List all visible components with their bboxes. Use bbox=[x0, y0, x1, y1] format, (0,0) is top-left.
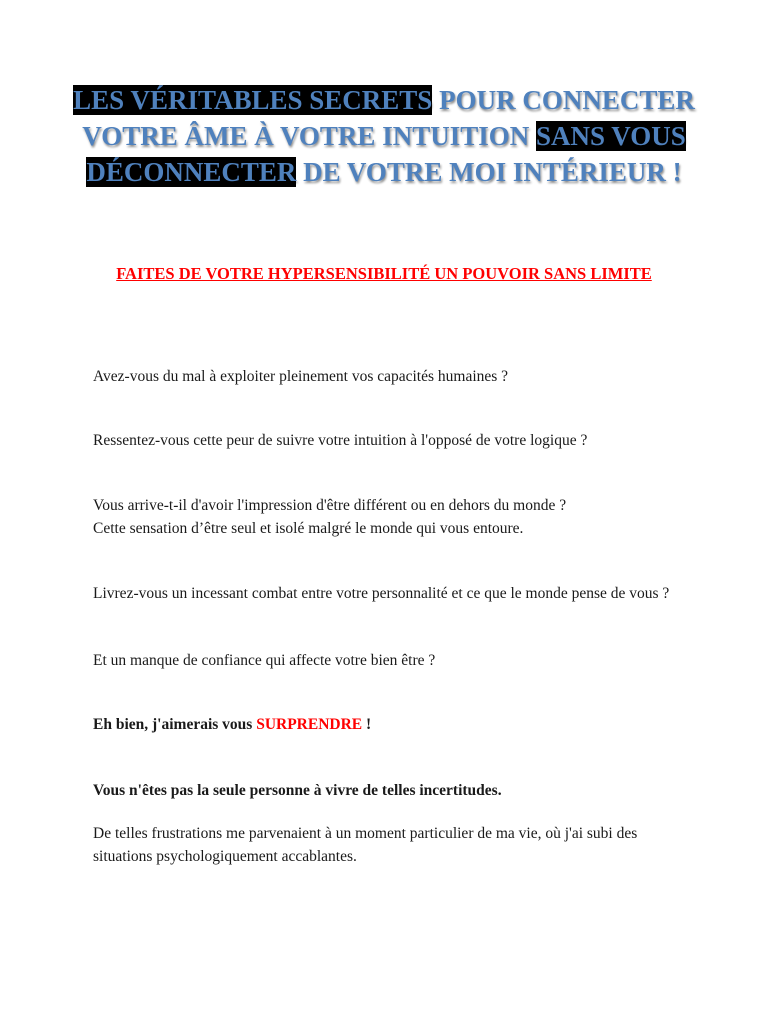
title-text-4: DE VOTRE MOI INTÉRIEUR ! bbox=[296, 157, 682, 187]
paragraph-6 bbox=[93, 713, 678, 736]
paragraph-3-line-2: Cette sensation d’être seul et isolé malgré le monde qui vous entoure. bbox=[93, 520, 524, 537]
paragraph-1: Avez-vous du mal à exploiter pleinement vos capacités humaines ? bbox=[93, 368, 509, 385]
document-title bbox=[60, 82, 708, 190]
paragraph-2: Ressentez-vous cette peur de suivre votre intuition à l'opposé de votre logique ? bbox=[93, 432, 588, 449]
paragraph-7: Vous n'êtes pas la seule personne à vivre de telles incertitudes. bbox=[93, 782, 502, 799]
paragraph-4: Livrez-vous un incessant combat entre votre personnalité et ce que le monde pense de vous ? bbox=[93, 585, 670, 602]
paragraph-8: De telles frustrations me parvenaient à un moment particulier de ma vie, où j'ai subi des situations psychologiquement accablantes. bbox=[93, 825, 638, 865]
paragraph-6-end: ! bbox=[362, 716, 372, 733]
title-text-2: POUR CONNECTER VOTRE ÂME À VOTRE INTUITION bbox=[82, 85, 695, 151]
paragraph-5: Et un manque de confiance qui affecte votre bien être ? bbox=[93, 652, 436, 669]
paragraph-6-start: Eh bien, j'aimerais vous bbox=[93, 716, 257, 733]
surprendre-emphasis: SURPRENDRE bbox=[256, 716, 363, 733]
document-subtitle: FAITES DE VOTRE HYPERSENSIBILITÉ UN POUVOIR SANS LIMITE bbox=[116, 264, 652, 283]
paragraph-3 bbox=[93, 494, 678, 540]
paragraph-3-line-1: Vous arrive-t-il d'avoir l'impression d'être différent ou en dehors du monde ? bbox=[93, 497, 567, 514]
title-highlight-3: SANS VOUS DÉCONNECTER bbox=[86, 121, 686, 187]
title-highlight-1: LES VÉRITABLES SECRETS bbox=[73, 85, 433, 115]
